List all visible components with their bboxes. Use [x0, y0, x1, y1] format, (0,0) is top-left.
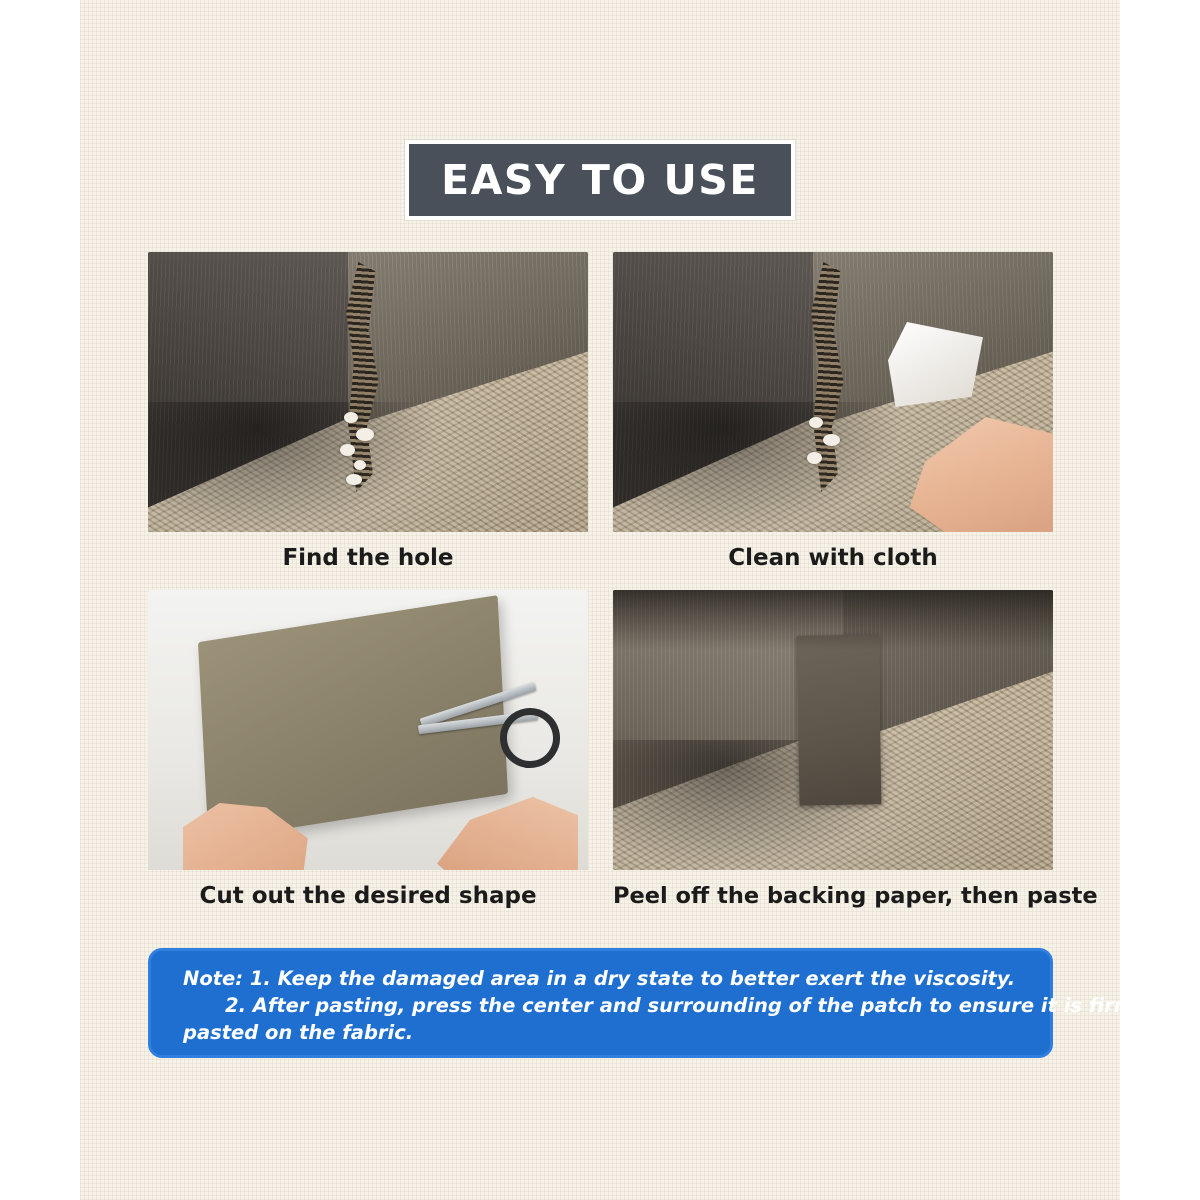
- step-4-image: [613, 590, 1053, 870]
- stuffing-fluff: [344, 412, 358, 423]
- step-4-caption: Peel off the backing paper, then paste: [613, 883, 1098, 909]
- stuffing-fluff: [823, 434, 840, 446]
- stuffing-fluff: [807, 452, 822, 464]
- title-banner: [405, 140, 795, 220]
- step-1-caption: Find the hole: [282, 545, 454, 571]
- step-2-caption: Clean with cloth: [728, 545, 938, 571]
- stuffing-fluff: [354, 460, 366, 470]
- steps-grid: [148, 252, 1098, 922]
- cleaning-cloth: [888, 322, 983, 407]
- step-card-2: [613, 252, 1053, 571]
- note-line-1: Note: 1. Keep the damaged area in a dry state to better exert the viscosity.: [183, 967, 1016, 990]
- step-card-3: [148, 590, 588, 909]
- step-card-1: [148, 252, 588, 571]
- sofa-shadow: [148, 402, 438, 532]
- stuffing-fluff: [346, 474, 362, 485]
- stuffing-fluff: [340, 444, 355, 456]
- applied-patch: [797, 634, 882, 805]
- sofa-shadow: [613, 402, 903, 532]
- page-title: EASY TO USE: [441, 156, 759, 204]
- step-card-4: [613, 590, 1098, 909]
- step-3-caption: Cut out the desired shape: [199, 883, 537, 909]
- note-line-2: 2. After pasting, press the center and surrounding of the patch to ensure it is firmly: [225, 994, 1154, 1017]
- photo-vignette: [613, 590, 1053, 650]
- step-2-image: [613, 252, 1053, 532]
- stuffing-fluff: [809, 417, 823, 428]
- note-box: [148, 948, 1154, 1058]
- step-1-image: [148, 252, 588, 532]
- note-line-3: pasted on the fabric.: [183, 1021, 414, 1044]
- stuffing-fluff: [356, 428, 374, 441]
- step-3-image: [148, 590, 588, 870]
